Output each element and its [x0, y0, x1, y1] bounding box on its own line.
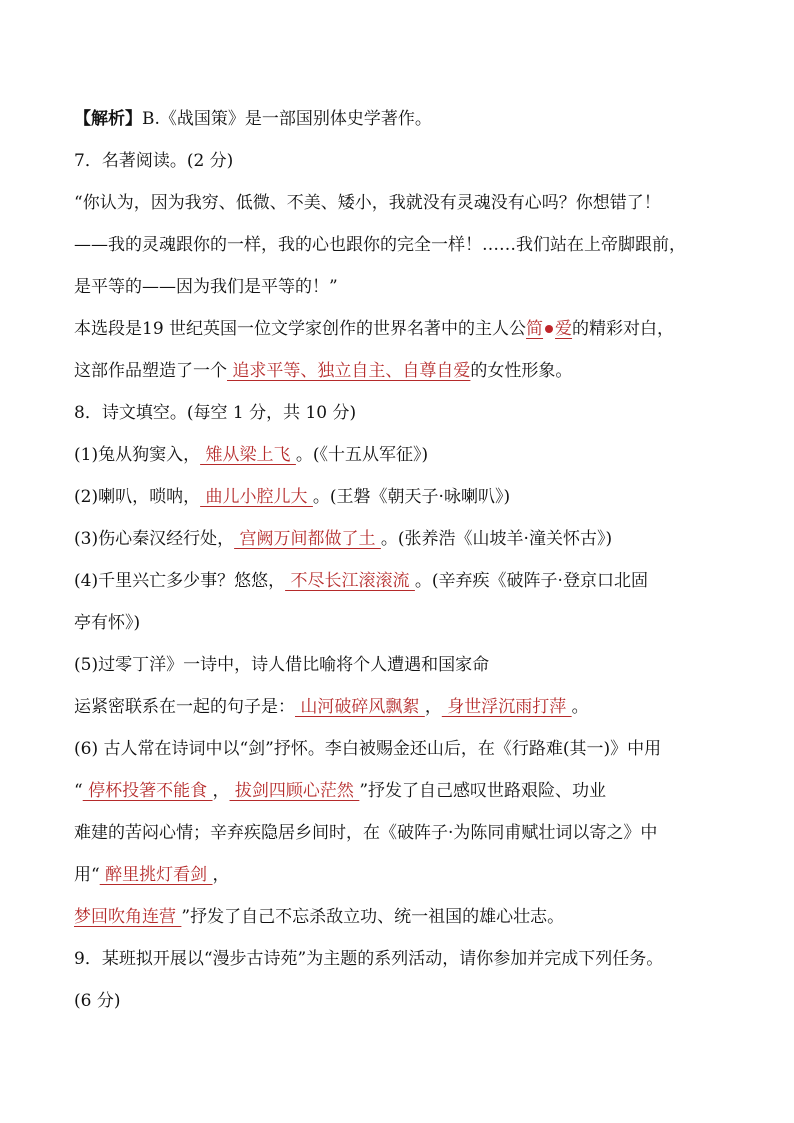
q7-answer-image: 追求平等、独立自主、自尊自爱: [227, 361, 471, 381]
q8-item-4: (4)千里兴亡多少事？悠悠， 不尽长江滚滚流 。(辛弃疾《破阵子·登京口北固: [74, 571, 648, 591]
q7-quote-line-3: 是平等的——因为我们是平等的！”: [74, 277, 338, 297]
q8-answer-1: 雉从梁上飞: [200, 445, 296, 465]
q7-text: 的女性形象。: [470, 361, 573, 381]
q7-text: 本选段是19 世纪英国一位文学家创作的世界名著中的主人公: [74, 319, 527, 339]
q8-answer-5a: 山河破碎风飘絮: [295, 697, 425, 717]
q7-text: 的精彩对白，: [572, 319, 675, 339]
question-9-title: 9．某班拟开展以“漫步古诗苑”为主题的系列活动，请你参加并完成下列任务。: [74, 949, 664, 969]
q8-item-5-line-1: (5)过零丁洋》一诗中，诗人借比喻将个人遭遇和国家命: [74, 655, 490, 675]
q8-answer-6c: 醉里挑灯看剑: [99, 865, 213, 885]
q7-quote-line-2: ——我的灵魂跟你的一样，我的心也跟你的完全一样！……我们站在上帝脚跟前，: [74, 235, 686, 255]
q8-answer-5b: 身世浮沉雨打萍: [441, 697, 572, 717]
q8-item-6-line-5: 梦回吹角连营 ”抒发了自己不忘杀敌立功、统一祖国的雄心壮志。: [74, 907, 565, 927]
explanation-text: B.《战国策》是一部国别体史学著作。: [142, 109, 432, 129]
q8-answer-6a: 停杯投箸不能食: [82, 781, 213, 801]
q8-item-6-line-2: “ 停杯投箸不能食 ， 拔剑四顾心茫然 ”抒发了自己感叹世路艰险、功业: [74, 781, 607, 801]
ink-dot-mark: [545, 325, 553, 333]
q8-item-5-line-2: 运紧密联系在一起的句子是： 山河破碎风飘絮 ， 身世浮沉雨打萍 。: [74, 697, 589, 717]
q8-item-1: (1)兔从狗窦入， 雉从梁上飞 。(《十五从军征》): [74, 445, 429, 465]
q8-item-3: (3)伤心秦汉经行处， 宫阙万间都做了土 。(张养浩《山坡羊·潼关怀古》): [74, 529, 613, 549]
q7-quote-line-1: “你认为，因为我穷、低微、不美、矮小，我就没有灵魂没有心吗？你想错了！: [74, 193, 661, 213]
q8-item-6-line-3: 难建的苦闷心情；辛弃疾隐居乡间时，在《破阵子·为陈同甫赋壮词以寄之》中: [74, 823, 658, 843]
q7-answer-line-2: [74, 350, 734, 392]
q7-text: 这部作品塑造了一个: [74, 361, 227, 381]
question-8-title: 8．诗文填空。(每空 1 分，共 10 分): [74, 403, 357, 423]
q7-answer-line-1: [74, 308, 734, 350]
q7-answer-protagonist: 简 爱: [526, 319, 573, 339]
q8-item-2: (2)喇叭，唢呐， 曲儿小腔儿大 。(王磐《朝天子·咏喇叭》): [74, 487, 511, 507]
q8-answer-6d: 梦回吹角连营: [74, 907, 182, 927]
q8-answer-4: 不尽长江滚滚流: [285, 571, 415, 591]
q8-item-6-line-1: (6) 古人常在诗词中以“剑”抒怀。李白被赐金还山后，在《行路难(其一)》中用: [74, 739, 662, 759]
q8-answer-6b: 拔剑四顾心茫然: [229, 781, 360, 801]
q8-answer-3: 宫阙万间都做了土: [234, 529, 381, 549]
explanation-line: [74, 98, 734, 140]
q8-item-6-line-4: 用“ 醉里挑灯看剑 ，: [74, 865, 230, 885]
q8-item-4-cont: 亭有怀》): [74, 613, 141, 633]
document-page: [74, 98, 734, 1022]
question-9-score: (6 分): [74, 991, 121, 1011]
explanation-tag: 【解析】: [74, 109, 142, 129]
q8-answer-2: 曲儿小腔儿大: [200, 487, 313, 507]
question-7-title: 7．名著阅读。(2 分): [74, 151, 234, 171]
